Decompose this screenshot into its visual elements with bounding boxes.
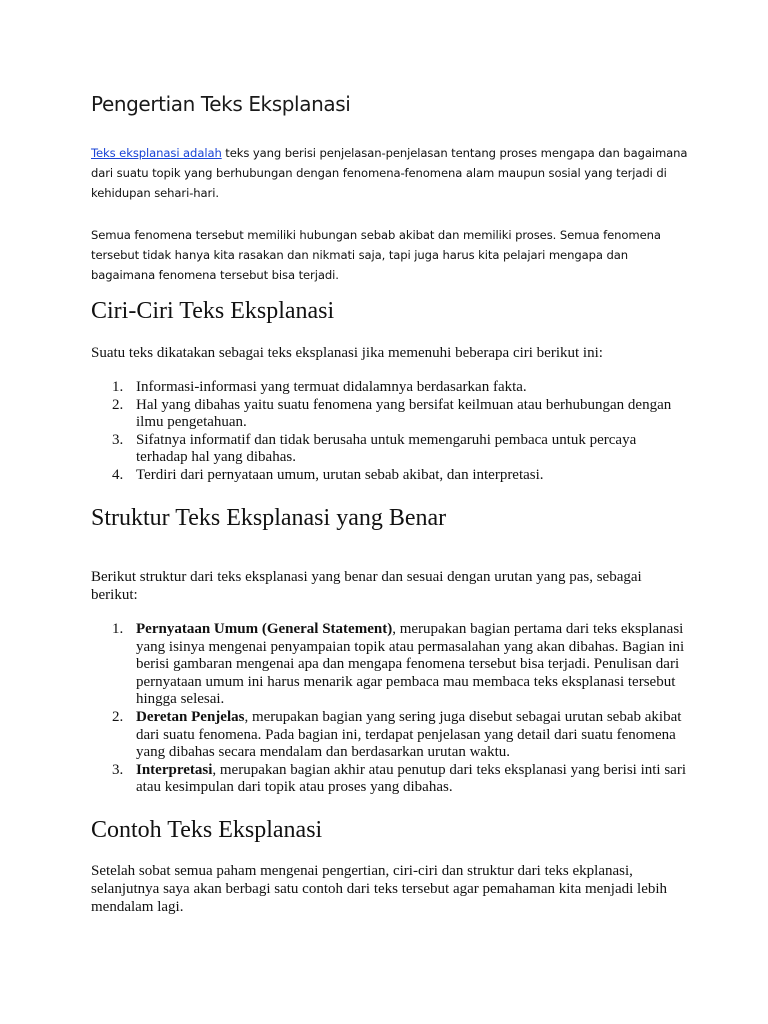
definition-link[interactable]: Teks eksplanasi adalah [91, 146, 222, 160]
paragraph-definition [91, 143, 691, 203]
section-title-struktur: Struktur Teks Eksplanasi yang Benar [91, 505, 447, 531]
section-title-pengertian: Pengertian Teks Eksplanasi [91, 92, 351, 116]
paragraph-phenomena: Semua fenomena tersebut memiliki hubungan sebab akibat dan memiliki proses. Semua fenomena tersebut tidak hanya kita rasakan dan nikmati saja, tapi juga harus kita pelajari mengapa dan bagaimana fenomena tersebut bisa terjadi. [91, 228, 661, 282]
list-text: , merupakan bagian pertama dari teks eksplanasi yang isinya mengenai penyampaian topik atau permasalahan yang akan dibahas. Bagian ini berisi gambaran mengenai apa dan mengapa fenomena tersebut bisa terjadi. Penulisan dari pernyataan umum ini harus menarik agar pembaca mau membaca teks eksplanasi tersebut hingga selesai. [136, 621, 685, 708]
list-text: Hal yang dibahas yaitu suatu fenomena yang bersifat keilmuan atau berhubungan dengan ilmu pengetahuan. [136, 396, 672, 431]
list-number: 1. [112, 379, 124, 395]
list-item [91, 379, 691, 397]
list-number: 2. [112, 708, 124, 725]
list-item [91, 432, 691, 467]
contoh-intro: Setelah sobat semua paham mengenai pengertian, ciri-ciri dan struktur dari teks ekplanasi, selanjutnya saya akan berbagi satu contoh dari teks tersebut agar pemahaman kita menjadi lebih mendalam lagi. [91, 863, 668, 915]
ciri-intro: Suatu teks dikatakan sebagai teks eksplanasi jika memenuhi beberapa ciri berikut ini: [91, 345, 603, 361]
list-text: , merupakan bagian akhir atau penutup dari teks eksplanasi yang berisi inti sari atau kesimpulan dari topik atau proses yang dibahas. [136, 761, 686, 796]
struktur-intro: Berikut struktur dari teks eksplanasi yang benar dan sesuai dengan urutan yang pas, sebagai berikut: [91, 569, 642, 603]
list-item [91, 467, 691, 485]
list-number: 1. [112, 621, 124, 637]
list-number: 3. [112, 761, 124, 778]
list-text: , merupakan bagian yang sering juga disebut sebagai urutan sebab akibat dari suatu fenomena. Pada bagian ini, terdapat penjelasan yang detail dari suatu fenomena yang dibahas secara mendalam dan berdasarkan urutan waktu. [136, 708, 682, 761]
list-number: 3. [112, 431, 124, 448]
list-term: Deretan Penjelas [136, 708, 245, 725]
list-term: Pernyataan Umum (General Statement) [136, 621, 393, 637]
list-text: Sifatnya informatif dan tidak berusaha untuk memengaruhi pembaca untuk percaya terhadap hal yang dibahas. [136, 431, 637, 466]
section-title-contoh: Contoh Teks Eksplanasi [91, 817, 323, 843]
list-number: 2. [112, 396, 124, 413]
list-text: Informasi-informasi yang termuat didalamnya berdasarkan fakta. [136, 379, 527, 395]
section-title-ciri: Ciri-Ciri Teks Eksplanasi [91, 298, 335, 324]
list-item [91, 762, 691, 797]
definition-text: teks yang berisi penjelasan-penjelasan tentang proses mengapa dan bagaimana dari suatu topik yang berhubungan dengan fenomena-fenomena alam maupun sosial yang terjadi di kehidupan sehari-hari. [91, 146, 688, 200]
list-number: 4. [112, 466, 124, 483]
list-item [91, 621, 691, 709]
struktur-list [91, 621, 691, 797]
list-item [91, 397, 691, 432]
ciri-list [91, 379, 691, 485]
list-term: Interpretasi [136, 761, 213, 778]
list-text: Terdiri dari pernyataan umum, urutan sebab akibat, dan interpretasi. [136, 466, 544, 483]
list-item [91, 709, 691, 762]
